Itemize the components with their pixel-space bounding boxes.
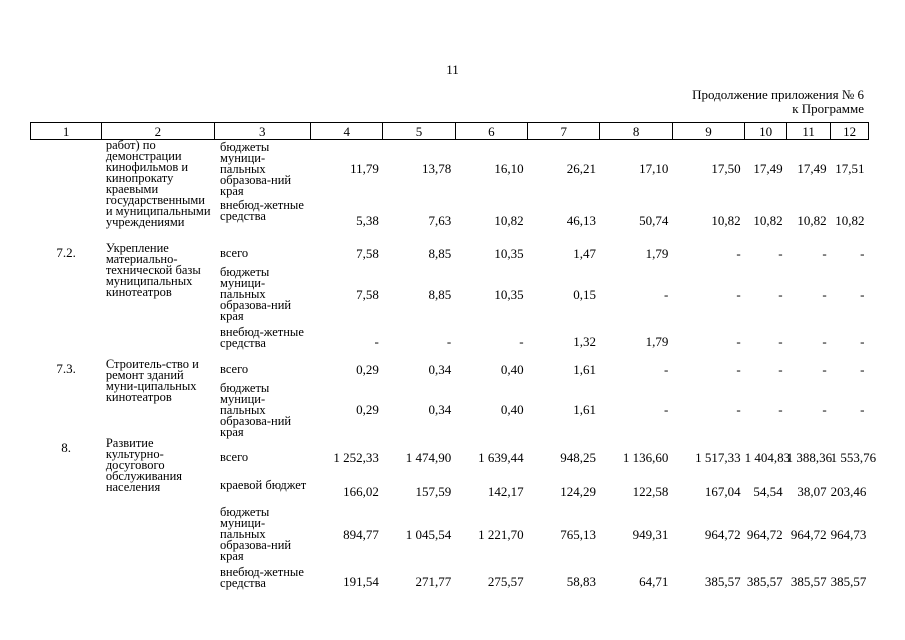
column-header: 4 [311,123,383,140]
value-cell: 50,74 [639,212,669,228]
table-row [31,243,869,265]
value-cell: - [860,287,865,302]
value-cell: 17,49 [753,161,783,177]
value-cell: 191,54 [343,574,379,589]
value-cell: 1 252,33 [333,450,379,465]
column-header: 1 [31,123,102,140]
value-cell: 10,82 [797,212,827,228]
funding-source: всего [220,450,249,464]
value-cell: 10,82 [753,212,783,228]
value-cell: 166,02 [343,483,379,499]
value-cell: 1,47 [573,246,596,261]
value-cell: 7,58 [356,246,379,261]
value-cell: - [822,334,827,349]
item-number: 8. [61,439,72,455]
value-cell: 11,79 [350,161,379,177]
value-cell: 0,34 [428,401,452,417]
column-header: 10 [745,123,787,140]
funding-source: всего [220,362,249,376]
annex-line: к Программе [792,101,864,116]
value-cell: 142,17 [487,483,524,499]
value-cell: - [519,334,524,349]
value-cell: 894,77 [343,527,379,542]
value-cell: 0,40 [500,362,524,377]
value-cell: 765,13 [560,527,596,542]
table-row [31,140,869,198]
value-cell: 17,50 [711,161,741,177]
annex-line: Продолжение приложения № 6 [692,87,864,102]
value-cell: 385,57 [830,574,867,589]
value-cell: 5,38 [356,212,379,228]
funding-source: бюджеты муници-пальных образова-ний края [220,380,292,439]
funding-source: бюджеты муници-пальных образова-ний края [220,264,292,323]
item-name: работ) по демонстрации кинофильмов и кинопрокату краевыми государственными и муниципальными учреждениями [105,138,211,229]
value-cell: 64,71 [639,574,669,589]
column-header: 8 [600,123,672,140]
program-table [30,122,877,599]
value-cell: 1 221,70 [478,527,524,542]
value-cell: - [736,334,741,349]
value-cell: 13,78 [421,161,452,177]
value-cell: 271,77 [415,574,452,589]
value-cell: 46,13 [566,212,596,228]
funding-source: бюджеты муници-пальных образова-ний края [220,504,292,563]
value-cell: 1,32 [573,334,596,349]
value-cell: 203,46 [830,483,867,499]
value-cell: 0,29 [356,401,379,417]
column-header: 12 [831,123,869,140]
value-cell: 1,61 [573,401,596,417]
column-header: 2 [102,123,214,140]
table-body [31,138,877,599]
value-cell: - [778,246,783,261]
column-header: 11 [787,123,831,140]
value-cell: 0,34 [428,362,452,377]
value-cell: 1 136,60 [622,450,669,465]
value-cell: - [663,362,669,377]
value-cell: - [778,334,783,349]
value-cell: 7,58 [356,287,379,302]
value-cell: 1 404,83 [744,450,791,465]
value-cell: 7,63 [428,212,452,228]
item-name: Строитель-ство и ремонт зданий муни-ципальных кинотеатров [105,356,199,404]
funding-source: бюджеты муници-пальных образова-ний края [220,140,292,198]
value-cell: 964,73 [830,527,867,542]
value-cell: 122,58 [632,483,669,499]
value-cell: - [860,334,865,349]
item-number: 7.2. [56,244,76,260]
value-cell: - [822,287,827,302]
page-number: 11 [446,62,459,77]
value-cell: - [860,401,865,417]
value-cell: - [822,362,827,377]
value-cell: 38,07 [797,483,827,499]
value-cell: 1 045,54 [405,527,452,542]
value-cell: - [736,401,741,417]
value-cell: 0,15 [573,287,596,302]
value-cell: 964,72 [790,527,827,542]
column-header: 3 [214,123,310,140]
value-cell: 964,72 [746,527,783,542]
value-cell: 17,51 [835,161,865,177]
value-cell: 1 553,76 [830,450,877,465]
value-cell: 0,40 [500,401,524,417]
value-cell: 1 388,36 [786,450,833,465]
funding-source: краевой бюджет [220,477,307,492]
value-cell: - [446,334,452,349]
value-cell: 1,79 [645,334,669,349]
column-header: 6 [455,123,527,140]
value-cell: 124,29 [560,483,596,499]
value-cell: 10,82 [711,212,741,228]
value-cell: 385,57 [790,574,827,589]
value-cell: 1 474,90 [405,450,452,465]
value-cell: 0,29 [356,362,379,377]
value-cell: 157,59 [415,483,452,499]
header-row [31,123,869,140]
table-row [31,438,869,478]
value-cell: 949,31 [632,527,669,542]
value-cell: 948,25 [560,450,596,465]
value-cell: 58,83 [566,574,596,589]
value-cell: 17,49 [797,161,827,177]
value-cell: 54,54 [753,483,783,499]
value-cell: - [778,362,783,377]
value-cell: 10,35 [494,246,524,261]
funding-source: всего [220,246,249,260]
value-cell: 1,79 [645,246,669,261]
item-name: Укрепление материально-технической базы муниципальных кинотеатров [105,240,201,299]
funding-source: внебюд-жетные средства [220,564,304,590]
value-cell: - [860,362,865,377]
value-cell: - [822,401,827,417]
value-cell: 16,10 [494,161,524,177]
value-cell: - [860,246,865,261]
column-header: 9 [672,123,744,140]
value-cell: - [374,334,379,349]
value-cell: - [778,287,783,302]
value-cell: 964,72 [704,527,741,542]
value-cell: 1 639,44 [478,450,524,465]
value-cell: 167,04 [704,483,741,499]
value-cell: 10,82 [494,212,524,228]
value-cell: 1,61 [573,362,596,377]
value-cell: 275,57 [487,574,524,589]
value-cell: - [736,287,741,302]
value-cell: 8,85 [428,246,452,261]
value-cell: - [663,287,669,302]
column-header: 7 [528,123,600,140]
value-cell: 1 517,33 [695,450,741,465]
value-cell: - [736,362,741,377]
annex-heading [692,88,864,116]
value-cell: 10,82 [835,212,865,228]
table-row [31,359,869,381]
item-number: 7.3. [56,360,76,376]
item-name: Развитие культурно-досугового обслуживания населения [105,435,183,494]
funding-source: внебюд-жетные средства [220,324,304,350]
value-cell: 17,10 [639,161,669,177]
value-cell: 10,35 [494,287,524,302]
funding-source: внебюд-жетные средства [220,197,304,223]
value-cell: - [822,246,827,261]
value-cell: 26,21 [566,161,596,177]
value-cell: 385,57 [746,574,783,589]
value-cell: - [663,401,669,417]
item-number [31,140,102,243]
column-header: 5 [383,123,455,140]
value-cell: 8,85 [428,287,452,302]
value-cell: - [736,246,741,261]
value-cell: 385,57 [704,574,741,589]
value-cell: - [778,401,783,417]
